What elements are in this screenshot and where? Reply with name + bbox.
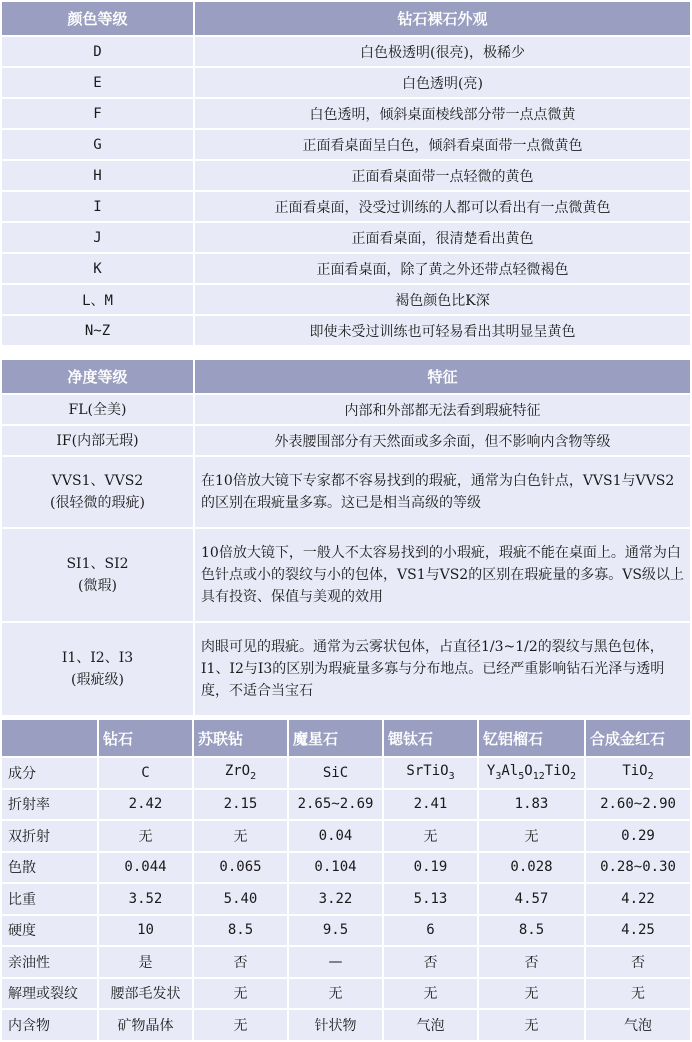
value-cell: 无 <box>194 821 287 851</box>
value-cell: 腰部毛发状 <box>99 979 192 1009</box>
color-grade-row <box>2 68 690 97</box>
color-table-header-row <box>2 2 690 35</box>
value-cell: 9.5 <box>289 916 382 946</box>
appearance-header: 钻石裸石外观 <box>195 2 690 35</box>
clarity-grade-sublabel: (瑕疵级) <box>71 672 124 688</box>
value-cell: 3.52 <box>99 884 192 914</box>
value-cell: 否 <box>479 947 584 977</box>
clarity-feature-cell: 内部和外部都无法看到瑕疵特征 <box>195 395 690 424</box>
color-grade-cell: N~Z <box>2 316 193 345</box>
clarity-grade-label: I1、I2、I3 <box>61 650 134 666</box>
comparison-row <box>2 821 690 851</box>
clarity-grade-cell <box>2 457 193 527</box>
clarity-grade-label: SI1、SI2 <box>66 556 129 572</box>
clarity-grade-row <box>2 395 690 424</box>
formula-cell: C <box>99 758 192 788</box>
clarity-grade-row <box>2 457 690 527</box>
comparison-corner-cell <box>2 720 97 756</box>
clarity-grade-cell <box>2 395 193 424</box>
value-cell: 否 <box>384 947 477 977</box>
row-label: 色散 <box>2 853 97 883</box>
clarity-grade-label: FL(全美) <box>68 401 127 418</box>
clarity-table-header-row <box>2 360 690 393</box>
value-cell: 0.065 <box>194 853 287 883</box>
clarity-grade-row <box>2 623 690 715</box>
value-cell: 2.15 <box>194 790 287 820</box>
appearance-cell: 正面看桌面，除了黄之外还带点轻微褐色 <box>195 254 690 283</box>
value-cell: 无 <box>384 979 477 1009</box>
comparison-row <box>2 979 690 1009</box>
color-grade-row <box>2 192 690 221</box>
value-cell: 针状物 <box>289 1010 382 1040</box>
row-label: 比重 <box>2 884 97 914</box>
value-cell: 10 <box>99 916 192 946</box>
column-header: 合成金红石 <box>586 720 690 756</box>
value-cell: 5.13 <box>384 884 477 914</box>
color-grade-row <box>2 254 690 283</box>
value-cell: 无 <box>479 821 584 851</box>
value-cell: 2.65~2.69 <box>289 790 382 820</box>
row-label: 硬度 <box>2 916 97 946</box>
column-header: 锶钛石 <box>384 720 477 756</box>
value-cell: 1.83 <box>479 790 584 820</box>
row-label: 双折射 <box>2 821 97 851</box>
comparison-row <box>2 947 690 977</box>
gem-comparison-table <box>0 718 692 1042</box>
clarity-grade-sublabel: (微瑕) <box>78 578 117 594</box>
comparison-row <box>2 853 690 883</box>
clarity-grade-cell <box>2 426 193 455</box>
color-grade-cell: L、M <box>2 285 193 314</box>
value-cell: 无 <box>194 1010 287 1040</box>
color-grade-cell: F <box>2 99 193 128</box>
color-grade-row <box>2 161 690 190</box>
clarity-grade-cell <box>2 623 193 715</box>
value-cell: 0.044 <box>99 853 192 883</box>
value-cell: 无 <box>194 979 287 1009</box>
clarity-grade-row <box>2 529 690 621</box>
value-cell: — <box>289 947 382 977</box>
color-grade-row <box>2 316 690 345</box>
color-grade-cell: E <box>2 68 193 97</box>
value-cell: 2.42 <box>99 790 192 820</box>
value-cell: 无 <box>479 1010 584 1040</box>
color-grade-row <box>2 99 690 128</box>
appearance-cell: 白色极透明(很亮)，极稀少 <box>195 37 690 66</box>
appearance-cell: 正面看桌面呈白色，倾斜看桌面带一点微黄色 <box>195 130 690 159</box>
clarity-feature-cell: 肉眼可见的瑕疵。通常为云雾状包体，占直径1/3~1/2的裂纹与黑色包体，I1、I2与I3的区别为瑕疵量多寡与分布地点。已经严重影响钻石光泽与透明度，不适合当宝石 <box>195 623 690 715</box>
row-label: 亲油性 <box>2 947 97 977</box>
color-grade-cell: D <box>2 37 193 66</box>
row-label: 成分 <box>2 758 97 788</box>
clarity-grade-cell <box>2 529 193 621</box>
value-cell: 否 <box>194 947 287 977</box>
value-cell: 0.04 <box>289 821 382 851</box>
comparison-row <box>2 790 690 820</box>
value-cell: 0.104 <box>289 853 382 883</box>
value-cell: 8.5 <box>194 916 287 946</box>
clarity-grade-row <box>2 426 690 455</box>
appearance-cell: 白色透明(亮) <box>195 68 690 97</box>
color-grade-cell: H <box>2 161 193 190</box>
value-cell: 4.57 <box>479 884 584 914</box>
clarity-grade-label: VVS1、VVS2 <box>51 473 144 489</box>
value-cell: 无 <box>384 821 477 851</box>
value-cell: 3.22 <box>289 884 382 914</box>
value-cell: 4.25 <box>586 916 690 946</box>
value-cell: 6 <box>384 916 477 946</box>
formula-cell: TiO$_2$ <box>586 758 690 788</box>
value-cell: 无 <box>289 979 382 1009</box>
appearance-cell: 褐色颜色比K深 <box>195 285 690 314</box>
clarity-grade-header: 净度等级 <box>2 360 193 393</box>
column-header: 钇铝榴石 <box>479 720 584 756</box>
row-label: 内含物 <box>2 1010 97 1040</box>
value-cell: 矿物晶体 <box>99 1010 192 1040</box>
appearance-cell: 白色透明，倾斜桌面棱线部分带一点点微黄 <box>195 99 690 128</box>
appearance-cell: 正面看桌面，没受过训练的人都可以看出有一点微黄色 <box>195 192 690 221</box>
value-cell: 2.60~2.90 <box>586 790 690 820</box>
formula-row <box>2 758 690 788</box>
color-grade-header: 颜色等级 <box>2 2 193 35</box>
value-cell: 无 <box>479 979 584 1009</box>
value-cell: 否 <box>586 947 690 977</box>
value-cell: 0.28~0.30 <box>586 853 690 883</box>
comparison-row <box>2 884 690 914</box>
clarity-grade-label: IF(内部无瑕) <box>56 432 139 449</box>
clarity-feature-cell: 在10倍放大镜下专家都不容易找到的瑕疵，通常为白色针点，VVS1与VVS2的区别在瑕疵量多寡。这已是相当高级的等级 <box>195 457 690 527</box>
clarity-grade-table <box>0 358 692 717</box>
feature-header: 特征 <box>195 360 690 393</box>
color-grade-cell: G <box>2 130 193 159</box>
appearance-cell: 正面看桌面，很清楚看出黄色 <box>195 223 690 252</box>
formula-cell: SiC <box>289 758 382 788</box>
value-cell: 无 <box>99 821 192 851</box>
clarity-feature-cell: 10倍放大镜下，一般人不太容易找到的小瑕疵，瑕疵不能在桌面上。通常为白色针点或小的裂纹与小的包体，VS1与VS2的区别在瑕疵量的多寡。VS级以上具有投资、保值与美观的效用 <box>195 529 690 621</box>
value-cell: 2.41 <box>384 790 477 820</box>
row-label: 折射率 <box>2 790 97 820</box>
appearance-cell: 正面看桌面带一点轻微的黄色 <box>195 161 690 190</box>
formula-cell: ZrO$_2$ <box>194 758 287 788</box>
value-cell: 气泡 <box>586 1010 690 1040</box>
value-cell: 0.028 <box>479 853 584 883</box>
column-header: 魔星石 <box>289 720 382 756</box>
clarity-grade-sublabel: (很轻微的瑕疵) <box>50 495 145 511</box>
comparison-row <box>2 1010 690 1040</box>
color-grade-cell: I <box>2 192 193 221</box>
value-cell: 8.5 <box>479 916 584 946</box>
formula-cell: SrTiO$_3$ <box>384 758 477 788</box>
value-cell: 4.22 <box>586 884 690 914</box>
color-grade-row <box>2 130 690 159</box>
clarity-feature-cell: 外表腰围部分有天然面或多余面，但不影响内含物等级 <box>195 426 690 455</box>
color-grade-table <box>0 0 692 347</box>
appearance-cell: 即使未受过训练也可轻易看出其明显呈黄色 <box>195 316 690 345</box>
comparison-row <box>2 916 690 946</box>
color-grade-cell: K <box>2 254 193 283</box>
column-header: 苏联钻 <box>194 720 287 756</box>
color-grade-row <box>2 285 690 314</box>
column-header: 钻石 <box>99 720 192 756</box>
row-label: 解理或裂纹 <box>2 979 97 1009</box>
color-grade-cell: J <box>2 223 193 252</box>
color-grade-row <box>2 37 690 66</box>
value-cell: 气泡 <box>384 1010 477 1040</box>
value-cell: 是 <box>99 947 192 977</box>
value-cell: 0.19 <box>384 853 477 883</box>
comparison-header-row <box>2 720 690 756</box>
formula-cell: $Y_3Al_5O_{12}TiO_2$ <box>479 758 584 788</box>
value-cell: 无 <box>586 979 690 1009</box>
color-grade-row <box>2 223 690 252</box>
value-cell: 0.29 <box>586 821 690 851</box>
value-cell: 5.40 <box>194 884 287 914</box>
